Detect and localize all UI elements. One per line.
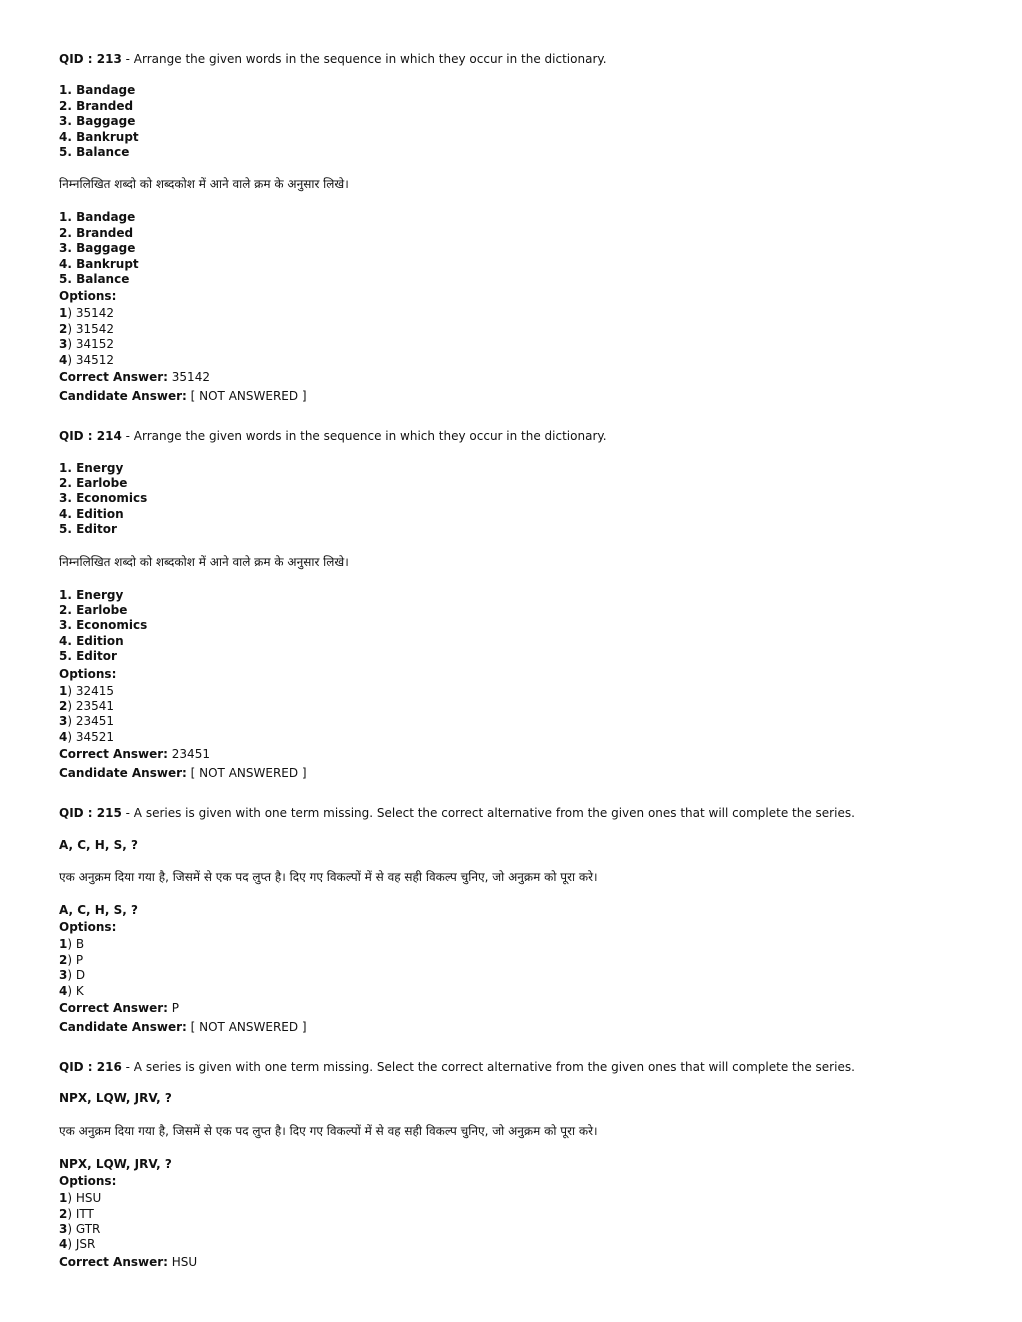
question-215 xyxy=(59,806,989,1037)
question-216 xyxy=(59,1060,989,1272)
word-item: 5. Editor xyxy=(59,649,117,664)
question-prompt: - A series is given with one term missing. Select the correct alternative from the given ones that will complete the series. xyxy=(121,1060,855,1075)
word-item: 3. Baggage xyxy=(59,241,136,256)
question-213 xyxy=(59,52,989,406)
question-prompt-hindi: एक अनुक्रम दिया गया है, जिसमें से एक पद लुप्त है। दिए गए विकल्पों में से वह सही विकल्प चुनिए, जो अनुक्रम को पूरा करे। xyxy=(59,870,598,884)
question-prompt-hindi: एक अनुक्रम दिया गया है, जिसमें से एक पद लुप्त है। दिए गए विकल्पों में से वह सही विकल्प चुनिए, जो अनुक्रम को पूरा करे। xyxy=(59,1123,598,1138)
options-label: Options: xyxy=(59,920,117,935)
option-text: ) 34512 xyxy=(67,352,115,367)
option-number: 1 xyxy=(59,683,68,698)
option-number: 3 xyxy=(59,968,68,983)
option-4 xyxy=(59,1237,989,1252)
option-3 xyxy=(59,1222,989,1237)
word-item: 1. Bandage xyxy=(59,210,136,225)
qid-label: QID : 213 xyxy=(59,52,122,66)
option-number: 1 xyxy=(59,937,68,952)
question-prompt-hindi: निम्नलिखित शब्दो को शब्दकोश में आने वाले क्रम के अनुसार लिखे। xyxy=(59,177,349,192)
options-label: Options: xyxy=(59,289,117,304)
option-text: ) K xyxy=(67,983,84,998)
option-number: 3 xyxy=(59,1222,68,1237)
option-number: 4 xyxy=(59,1237,68,1252)
question-sheet xyxy=(59,52,989,1272)
option-number: 2 xyxy=(59,1206,68,1221)
option-3 xyxy=(59,714,989,729)
option-number: 4 xyxy=(59,983,68,998)
word-item: 1. Bandage xyxy=(59,83,136,98)
option-3 xyxy=(59,337,989,352)
option-text: ) P xyxy=(67,952,84,967)
option-number: 2 xyxy=(59,698,68,713)
option-text: ) 35142 xyxy=(67,306,115,321)
qid-label: QID : 214 xyxy=(59,429,122,444)
correct-answer-label: Correct Answer: xyxy=(59,370,168,385)
word-item: 2. Branded xyxy=(59,225,134,240)
option-text: ) 23451 xyxy=(67,714,115,729)
correct-answer xyxy=(59,1253,989,1272)
option-text: ) 32415 xyxy=(67,683,115,698)
option-2 xyxy=(59,699,989,714)
option-number: 2 xyxy=(59,321,68,336)
option-4 xyxy=(59,730,989,745)
option-number: 4 xyxy=(59,729,68,744)
option-text: ) 34152 xyxy=(67,337,115,352)
correct-answer xyxy=(59,999,989,1018)
correct-answer-label: Correct Answer: xyxy=(59,1001,168,1016)
candidate-answer-label: Candidate Answer: xyxy=(59,389,187,404)
candidate-answer-label: Candidate Answer: xyxy=(59,1020,187,1035)
question-214 xyxy=(59,429,989,783)
word-item: 4. Bankrupt xyxy=(59,256,139,271)
option-text: ) D xyxy=(67,968,86,983)
series-text: A, C, H, S, ? xyxy=(59,903,138,917)
option-number: 2 xyxy=(59,952,68,967)
question-prompt-hindi: निम्नलिखित शब्दो को शब्दकोश में आने वाले क्रम के अनुसार लिखे। xyxy=(59,554,349,569)
word-item: 5. Editor xyxy=(59,522,117,537)
option-1 xyxy=(59,1191,989,1206)
question-prompt: - Arrange the given words in the sequence in which they occur in the dictionary. xyxy=(121,52,607,66)
correct-answer-value: 35142 xyxy=(167,370,210,385)
word-item: 3. Economics xyxy=(59,491,148,506)
candidate-answer-value: [ NOT ANSWERED ] xyxy=(186,766,307,781)
candidate-answer-value: [ NOT ANSWERED ] xyxy=(186,389,307,404)
word-item: 2. Branded xyxy=(59,98,134,113)
candidate-answer xyxy=(59,764,989,783)
question-header xyxy=(59,429,989,444)
candidate-answer xyxy=(59,1018,989,1037)
correct-answer xyxy=(59,368,989,387)
option-text: ) 23541 xyxy=(67,698,115,713)
option-2 xyxy=(59,953,989,968)
qid-label: QID : 216 xyxy=(59,1060,122,1075)
option-number: 3 xyxy=(59,714,68,729)
question-header xyxy=(59,52,989,67)
correct-answer-label: Correct Answer: xyxy=(59,1254,168,1269)
correct-answer-value: HSU xyxy=(167,1254,198,1269)
option-text: ) 34521 xyxy=(67,729,115,744)
correct-answer-value: P xyxy=(167,1001,180,1016)
word-item: 5. Balance xyxy=(59,145,130,160)
option-1 xyxy=(59,937,989,952)
option-1 xyxy=(59,306,989,321)
word-item: 3. Baggage xyxy=(59,114,136,129)
word-item: 1. Energy xyxy=(59,587,124,602)
word-item: 4. Bankrupt xyxy=(59,129,139,144)
word-item: 3. Economics xyxy=(59,618,148,633)
word-item: 2. Earlobe xyxy=(59,602,128,617)
candidate-answer-label: Candidate Answer: xyxy=(59,766,187,781)
option-text: ) ITT xyxy=(67,1206,94,1221)
series-text: A, C, H, S, ? xyxy=(59,837,138,852)
options-label: Options: xyxy=(59,666,117,681)
correct-answer xyxy=(59,745,989,764)
option-2 xyxy=(59,322,989,337)
option-1 xyxy=(59,684,989,699)
option-text: ) JSR xyxy=(67,1237,96,1252)
series-text: NPX, LQW, JRV, ? xyxy=(59,1156,172,1171)
correct-answer-value: 23451 xyxy=(167,747,210,762)
question-prompt: - A series is given with one term missing. Select the correct alternative from the given ones that will complete the series. xyxy=(121,806,855,821)
option-3 xyxy=(59,968,989,983)
series-text: NPX, LQW, JRV, ? xyxy=(59,1091,172,1106)
option-text: ) GTR xyxy=(67,1222,101,1237)
candidate-answer-value: [ NOT ANSWERED ] xyxy=(186,1020,307,1035)
question-header xyxy=(59,1060,989,1075)
word-item: 4. Edition xyxy=(59,633,124,648)
question-header xyxy=(59,806,989,821)
word-item: 5. Balance xyxy=(59,272,130,287)
option-2 xyxy=(59,1207,989,1222)
option-text: ) 31542 xyxy=(67,321,115,336)
option-4 xyxy=(59,353,989,368)
option-number: 3 xyxy=(59,337,68,352)
option-text: ) HSU xyxy=(67,1191,102,1206)
word-item: 1. Energy xyxy=(59,460,124,475)
question-prompt: - Arrange the given words in the sequence in which they occur in the dictionary. xyxy=(121,429,607,444)
qid-label: QID : 215 xyxy=(59,806,122,821)
option-number: 4 xyxy=(59,352,68,367)
word-item: 4. Edition xyxy=(59,506,124,521)
option-text: ) B xyxy=(67,937,85,952)
word-item: 2. Earlobe xyxy=(59,475,128,490)
option-number: 1 xyxy=(59,306,68,321)
option-4 xyxy=(59,984,989,999)
option-number: 1 xyxy=(59,1191,68,1206)
candidate-answer xyxy=(59,387,989,406)
options-label: Options: xyxy=(59,1174,117,1189)
correct-answer-label: Correct Answer: xyxy=(59,747,168,762)
